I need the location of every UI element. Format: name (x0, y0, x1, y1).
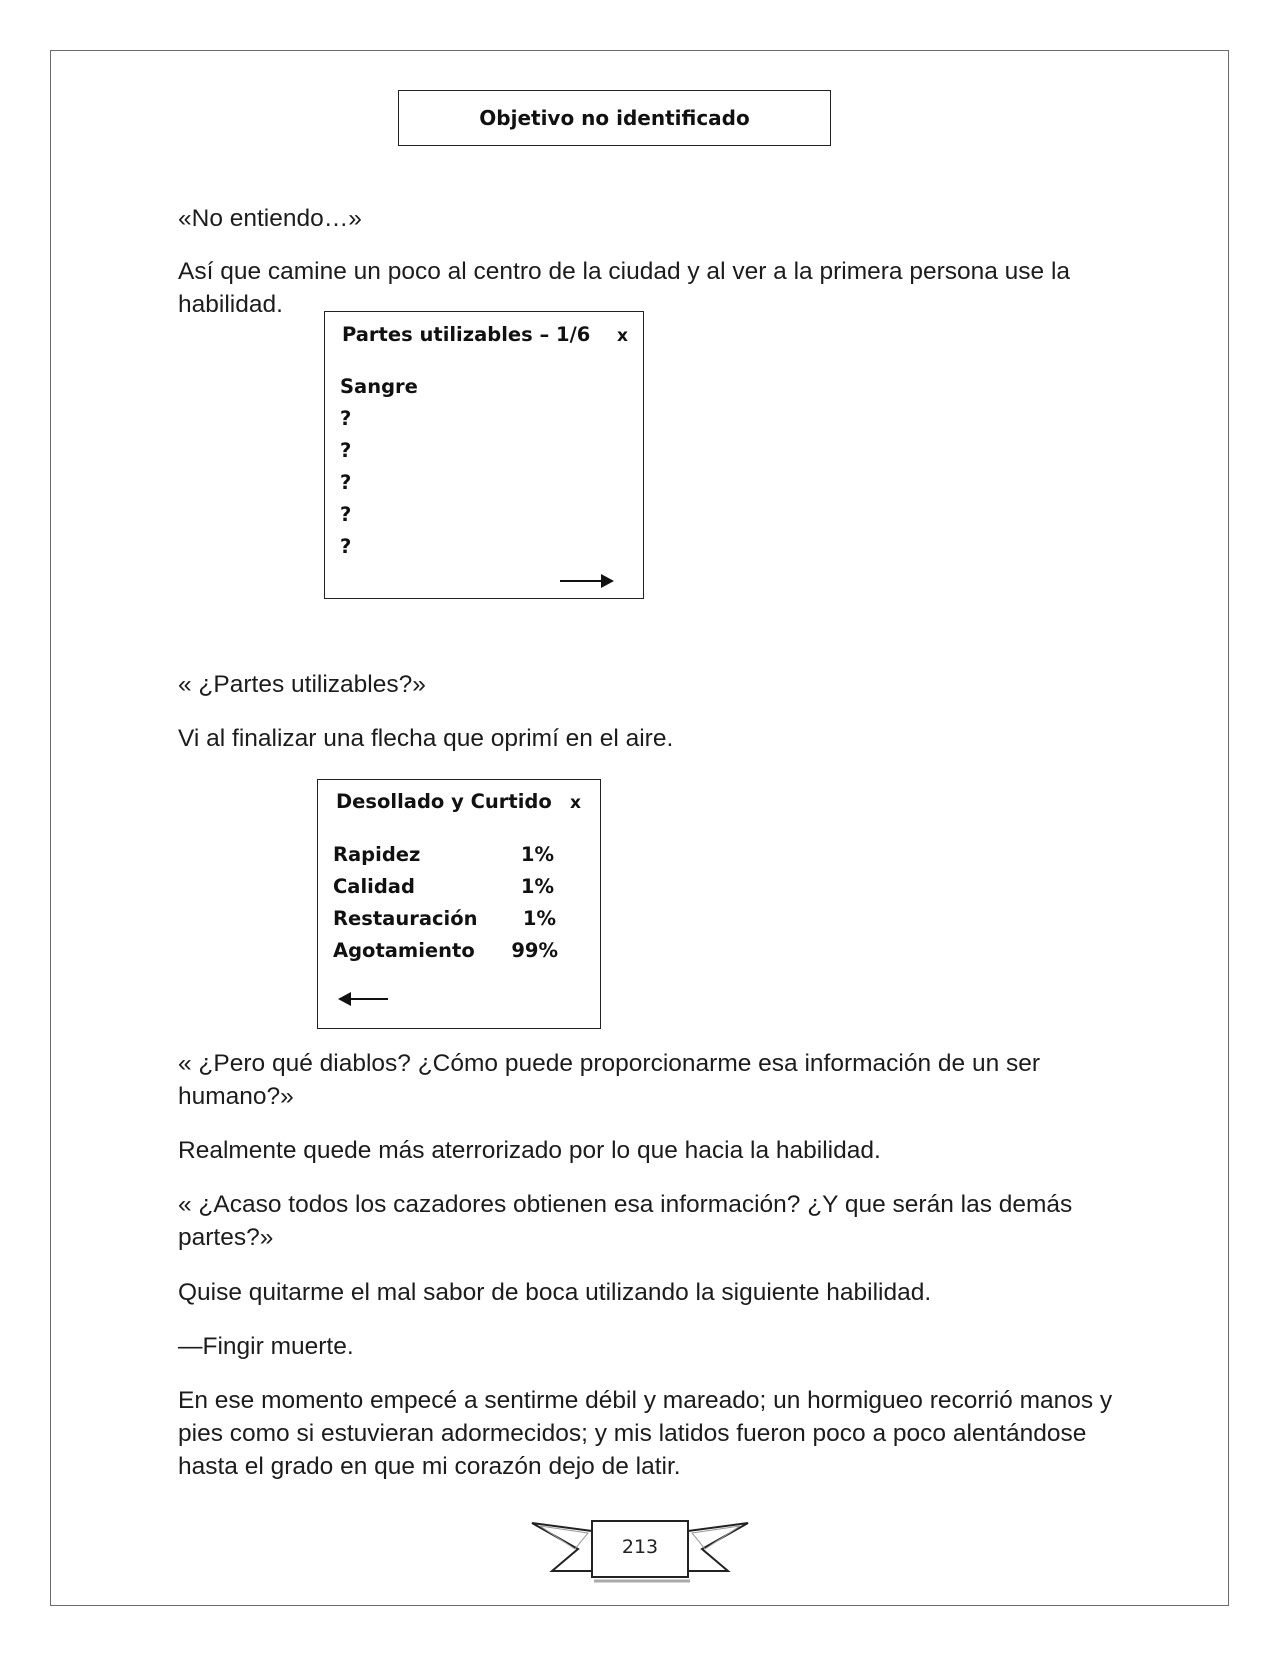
paragraph-3: « ¿Partes utilizables?» (178, 671, 426, 698)
page-number-ribbon (530, 1515, 750, 1585)
paragraph-7: « ¿Acaso todos los cazadores obtienen esa información? ¿Y que serán las demás partes?» (178, 1191, 1073, 1251)
paragraph-4: Vi al finalizar una flecha que oprimí en el aire. (178, 725, 674, 752)
chapter-title-box (398, 90, 831, 146)
paragraph-8: Quise quitarme el mal sabor de boca utilizando la siguiente habilidad. (178, 1279, 932, 1306)
page-number: 213 (621, 1536, 659, 1558)
paragraph-5: « ¿Pero qué diablos? ¿Cómo puede proporcionarme esa información de un ser humano?» (178, 1050, 1041, 1110)
paragraph-1: «No entiendo…» (178, 205, 362, 232)
close-button[interactable]: x (570, 793, 581, 813)
chapter-title: Objetivo no identificado (479, 106, 750, 130)
part-item: ? (340, 503, 352, 526)
usable-parts-panel (324, 311, 644, 599)
part-item: ? (340, 407, 352, 430)
stat-value: 99% (511, 939, 558, 962)
stat-label: Agotamiento (333, 939, 475, 962)
part-item: ? (340, 471, 352, 494)
paragraph-10: En ese momento empecé a sentirme débil y mareado; un hormigueo recorrió manos y pies como si estuvieran adormecidos; y mis latidos fueron poco a poco alentándose hasta el grado en que mi corazón dejo de latir. (178, 1387, 1113, 1480)
stat-label: Calidad (333, 875, 415, 898)
part-item: ? (340, 535, 352, 558)
paragraph-9: —Fingir muerte. (178, 1333, 354, 1360)
stat-value: 1% (520, 875, 554, 898)
paragraph-6: Realmente quede más aterrorizado por lo que hacia la habilidad. (178, 1137, 881, 1164)
panel-title: Partes utilizables – 1/6 (342, 323, 591, 346)
stat-value: 1% (522, 907, 556, 930)
part-item: Sangre (340, 375, 418, 398)
skill-stats-panel (317, 779, 601, 1029)
stat-label: Rapidez (333, 843, 421, 866)
part-item: ? (340, 439, 352, 462)
left-arrow-icon[interactable] (338, 992, 388, 1006)
right-arrow-icon[interactable] (560, 574, 614, 588)
close-button[interactable]: x (617, 326, 628, 346)
panel-title: Desollado y Curtido (336, 790, 552, 813)
paragraph-2: Así que camine un poco al centro de la ciudad y al ver a la primera persona use la habilidad. (178, 258, 1071, 318)
stat-label: Restauración (333, 907, 478, 930)
stat-value: 1% (520, 843, 554, 866)
